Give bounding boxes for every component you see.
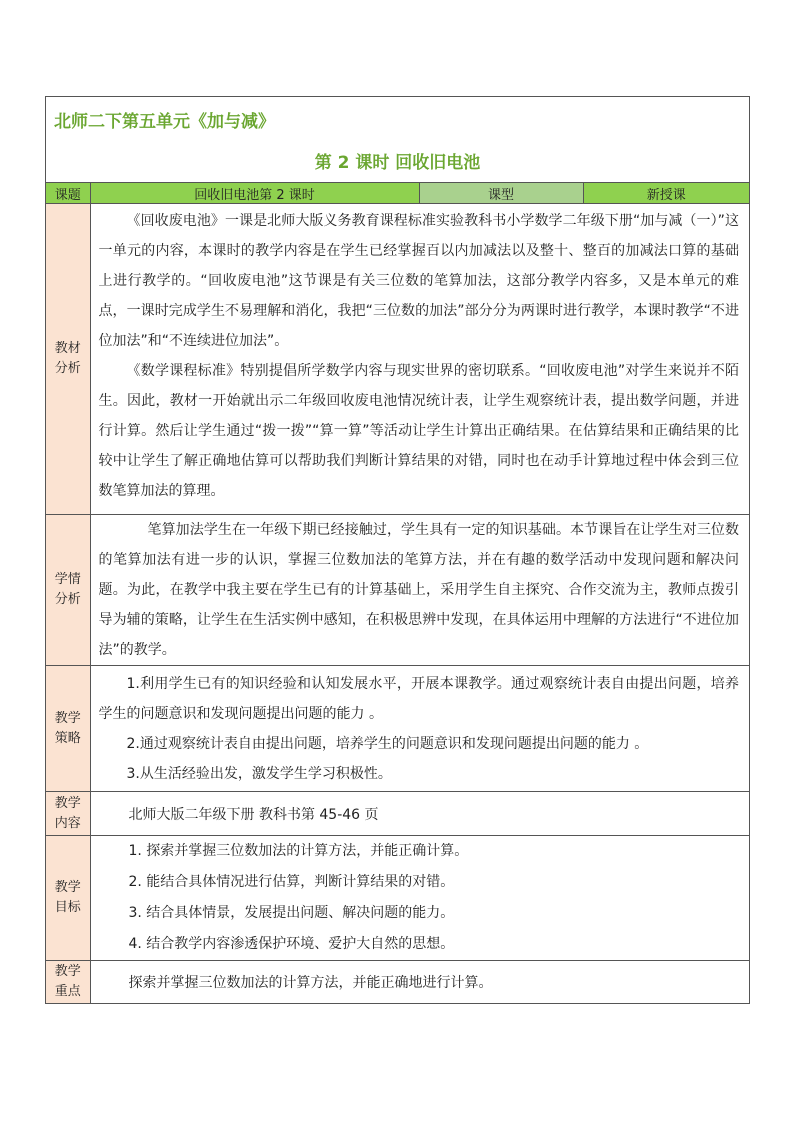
material-analysis-label-text: 教材分析 [54, 341, 81, 376]
lesson-plan-table [46, 183, 749, 1003]
goals-content [90, 836, 749, 961]
learner-paragraph: 笔算加法学生在一年级下期已经接触过，学生具有一定的知识基础。本节课旨在让学生对三位数的笔算加法有进一步的认识，掌握三位数加法的笔算方法，并在有趣的数学活动中发现问题和解决问题。为此，在教学中我主要在学生已有的计算基础上，采用学生自主探究、合作交流为主，教师点拨引导为辅的策略，让学生在生活实例中感知，在积极思辨中发现，在具体运用中理解的方法进行“不进位加法”的教学。 [98, 522, 739, 658]
strategy-content [90, 666, 749, 792]
topic-label: 课题 [46, 183, 90, 204]
teaching-content-label-text: 教学内容 [54, 795, 81, 831]
lesson-type-value: 新授课 [583, 183, 749, 204]
goal-item: 3. 结合具体情景，发展提出问题、解决问题的能力。 [128, 905, 455, 921]
material-analysis-content [90, 204, 749, 515]
lesson-plan-document [45, 96, 750, 1004]
teaching-content-row [46, 792, 749, 836]
material-paragraph: 《数学课程标准》特别提倡所学数学内容与现实世界的密切联系。“回收废电池”对学生来说并不陌生。因此，教材一开始就出示二年级回收废电池情况统计表，让学生观察统计表，提出数学问题，并进行计算。然后让学生通过“拨一拨”“算一算”等活动让学生计算出正确结果。在估算结果和正确结果的比较中让学生了解正确地估算可以帮助我们判断计算结果的对错，同时也在动手计算地过程中体会到三位数笔算加法的算理。 [98, 363, 739, 499]
title-block [46, 97, 749, 183]
strategy-item: 3.从生活经验出发，激发学生学习积极性。 [126, 765, 392, 782]
learner-analysis-label [46, 515, 90, 666]
strategy-item: 1.利用学生已有的知识经验和认知发展水平，开展本课教学。通过观察统计表自由提出问题，培养学生的问题意识和发现问题提出问题的能力 。 [98, 675, 739, 722]
learner-analysis-content [90, 515, 749, 666]
material-analysis-label [46, 204, 90, 515]
learner-analysis-row [46, 515, 749, 666]
strategy-row [46, 666, 749, 792]
focus-label [46, 961, 90, 1004]
goals-label [46, 836, 90, 961]
strategy-label-text: 教学策略 [54, 710, 81, 746]
goal-item: 1. 探索并掌握三位数加法的计算方法，并能正确计算。 [128, 843, 469, 859]
goals-label-text: 教学目标 [54, 880, 81, 915]
focus-label-text: 教学重点 [54, 964, 81, 999]
focus-value: 探索并掌握三位数加法的计算方法，并能正确地进行计算。 [90, 961, 749, 1004]
topic-value: 回收旧电池第 2 课时 [90, 183, 419, 204]
lesson-title: 第 2 课时 回收旧电池 [314, 153, 481, 173]
lesson-type-label: 课型 [419, 183, 583, 204]
teaching-content-value: 北师大版二年级下册 教科书第 45-46 页 [90, 792, 749, 836]
goal-item: 2. 能结合具体情况进行估算，判断计算结果的对错。 [128, 874, 455, 890]
unit-title: 北师二下第五单元《加与减》 [54, 112, 275, 132]
material-paragraph: 《回收废电池》一课是北师大版义务教育课程标准实验教科书小学数学二年级下册“加与减（一）”这一单元的内容，本课时的教学内容是在学生已经掌握百以内加减法以及整十、整百的加减法口算的基础上进行教学的。“回收废电池”这节课是有关三位数的笔算加法，这部分教学内容多，又是本单元的难点，一课时完成学生不易理解和消化，我把“三位数的加法”部分分为两课时进行教学，本课时教学“不进位加法”和“不连续进位加法”。 [98, 213, 739, 349]
material-analysis-row [46, 204, 749, 515]
goal-item: 4. 结合教学内容渗透保护环境、爱护大自然的思想。 [128, 936, 455, 952]
learner-analysis-label-text: 学情分析 [54, 572, 81, 607]
info-row [46, 183, 749, 204]
focus-row [46, 961, 749, 1004]
strategy-label [46, 666, 90, 792]
goals-row [46, 836, 749, 961]
strategy-item: 2.通过观察统计表自由提出问题，培养学生的问题意识和发现问题提出问题的能力 。 [126, 735, 649, 752]
teaching-content-label [46, 792, 90, 836]
